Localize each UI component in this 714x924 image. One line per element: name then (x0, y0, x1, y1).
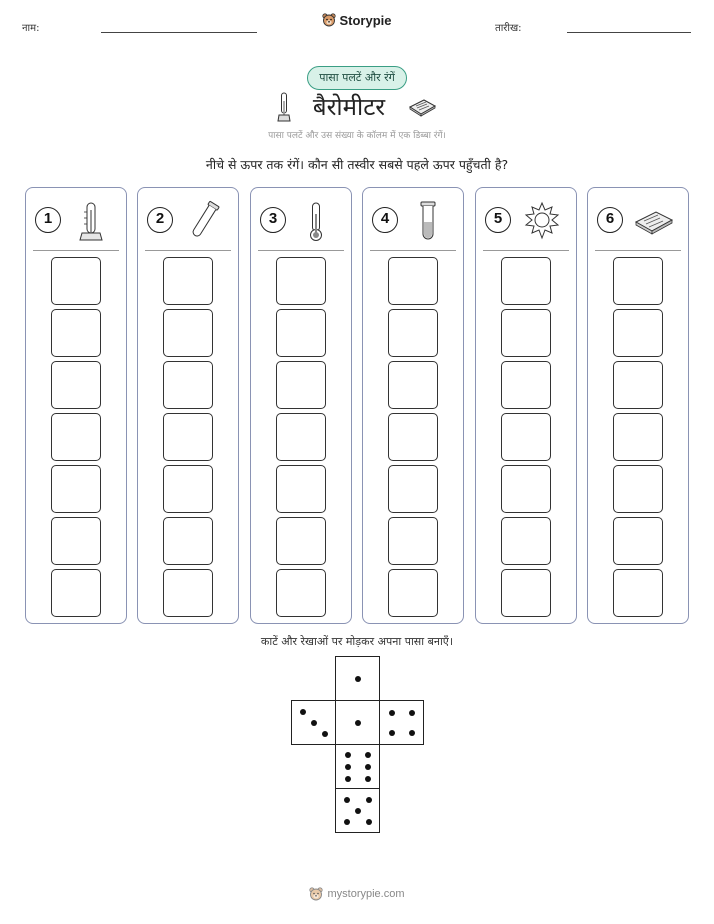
thermometer-icon (277, 91, 291, 123)
die-pip (409, 710, 415, 716)
color-box[interactable] (276, 361, 326, 409)
column-header (588, 198, 688, 242)
die-face-three (291, 700, 336, 745)
color-box[interactable] (388, 361, 438, 409)
color-box[interactable] (51, 569, 101, 617)
color-box[interactable] (388, 257, 438, 305)
column-6 (587, 187, 689, 624)
column-number: 1 (35, 207, 61, 233)
color-box[interactable] (501, 257, 551, 305)
color-box[interactable] (51, 413, 101, 461)
color-box[interactable] (163, 569, 213, 617)
column-divider (483, 250, 569, 251)
color-box[interactable] (276, 413, 326, 461)
column-divider (33, 250, 119, 251)
color-box[interactable] (388, 569, 438, 617)
color-box[interactable] (276, 569, 326, 617)
color-box[interactable] (163, 413, 213, 461)
subtitle: पासा पलटें और उस संख्या के कॉलम में एक डिब्बा रंगें। (268, 131, 446, 141)
column-header (138, 198, 238, 242)
test-tube-icon (182, 200, 226, 242)
column-number: 4 (372, 207, 398, 233)
brand-logo (0, 12, 714, 31)
die-pip (365, 776, 371, 782)
color-box[interactable] (276, 517, 326, 565)
date-label: तारीख: (495, 23, 522, 34)
activity-pill: पासा पलटें और रंगें (307, 66, 407, 90)
color-box[interactable] (613, 569, 663, 617)
die-face-six (335, 744, 380, 789)
column-4 (362, 187, 464, 624)
die-pip (355, 720, 361, 726)
color-box[interactable] (613, 361, 663, 409)
color-box[interactable] (163, 309, 213, 357)
column-divider (370, 250, 456, 251)
color-box[interactable] (388, 413, 438, 461)
column-divider (595, 250, 681, 251)
color-box[interactable] (613, 465, 663, 513)
die-face-one (335, 700, 380, 745)
color-box[interactable] (51, 465, 101, 513)
die-pip (322, 731, 328, 737)
date-line[interactable] (567, 32, 691, 33)
die-face-one (335, 656, 380, 701)
barometer-icon (407, 97, 437, 117)
die-pip (345, 776, 351, 782)
page-title: बैरोमीटर (312, 93, 386, 121)
column-number: 5 (485, 207, 511, 233)
die-face-five (335, 788, 380, 833)
die-pip (355, 808, 361, 814)
column-number: 3 (260, 207, 286, 233)
title-row (0, 90, 714, 123)
color-box[interactable] (276, 257, 326, 305)
color-box[interactable] (163, 257, 213, 305)
die-pip (365, 764, 371, 770)
color-box[interactable] (51, 517, 101, 565)
brand-name: Storypie (339, 12, 392, 28)
barometer-icon (632, 200, 676, 242)
die-pip (344, 797, 350, 803)
thermometer-icon (295, 200, 339, 242)
die-pip (389, 730, 395, 736)
color-box[interactable] (163, 465, 213, 513)
column-1 (25, 187, 127, 624)
color-box[interactable] (276, 309, 326, 357)
color-box[interactable] (51, 361, 101, 409)
color-box[interactable] (163, 361, 213, 409)
color-box[interactable] (613, 517, 663, 565)
color-box[interactable] (613, 309, 663, 357)
color-box[interactable] (51, 309, 101, 357)
die-pip (311, 720, 317, 726)
column-header (26, 198, 126, 242)
color-box[interactable] (388, 465, 438, 513)
die-pip (344, 819, 350, 825)
color-box[interactable] (613, 257, 663, 305)
die-pip (345, 764, 351, 770)
column-divider (145, 250, 231, 251)
sun-icon (520, 200, 564, 242)
color-box[interactable] (163, 517, 213, 565)
die-pip (366, 819, 372, 825)
die-pip (345, 752, 351, 758)
die-pip (300, 709, 306, 715)
thermometer-stand-icon (70, 200, 114, 242)
die-pip (409, 730, 415, 736)
footer-url[interactable]: mystorypie.com (327, 888, 405, 900)
column-3 (250, 187, 352, 624)
column-header (476, 198, 576, 242)
column-header (251, 198, 351, 242)
color-box[interactable] (501, 309, 551, 357)
color-box[interactable] (501, 413, 551, 461)
column-number: 2 (147, 207, 173, 233)
die-pip (366, 797, 372, 803)
die-face-four (379, 700, 424, 745)
die-pip (365, 752, 371, 758)
color-box[interactable] (613, 413, 663, 461)
column-divider (258, 250, 344, 251)
die-pip (389, 710, 395, 716)
color-box[interactable] (501, 569, 551, 617)
cut-instruction: काटें और रेखाओं पर मोड़कर अपना पासा बनाएँ। (260, 635, 454, 648)
name-label: नाम: (22, 23, 40, 34)
column-header (363, 198, 463, 242)
footer (0, 886, 714, 905)
color-box[interactable] (501, 517, 551, 565)
color-box[interactable] (51, 257, 101, 305)
bear-mascot-icon (309, 887, 323, 901)
die-pip (355, 676, 361, 682)
liquid-tube-icon (407, 200, 451, 242)
color-box[interactable] (501, 361, 551, 409)
name-line[interactable] (101, 32, 257, 33)
column-2 (137, 187, 239, 624)
column-number: 6 (597, 207, 623, 233)
color-box[interactable] (388, 517, 438, 565)
column-5 (475, 187, 577, 624)
bear-mascot-icon (322, 13, 336, 27)
instruction: नीचे से ऊपर तक रंगें। कौन सी तस्वीर सबसे पहले ऊपर पहुँचती है? (205, 157, 509, 172)
color-box[interactable] (276, 465, 326, 513)
color-box[interactable] (388, 309, 438, 357)
color-box[interactable] (501, 465, 551, 513)
